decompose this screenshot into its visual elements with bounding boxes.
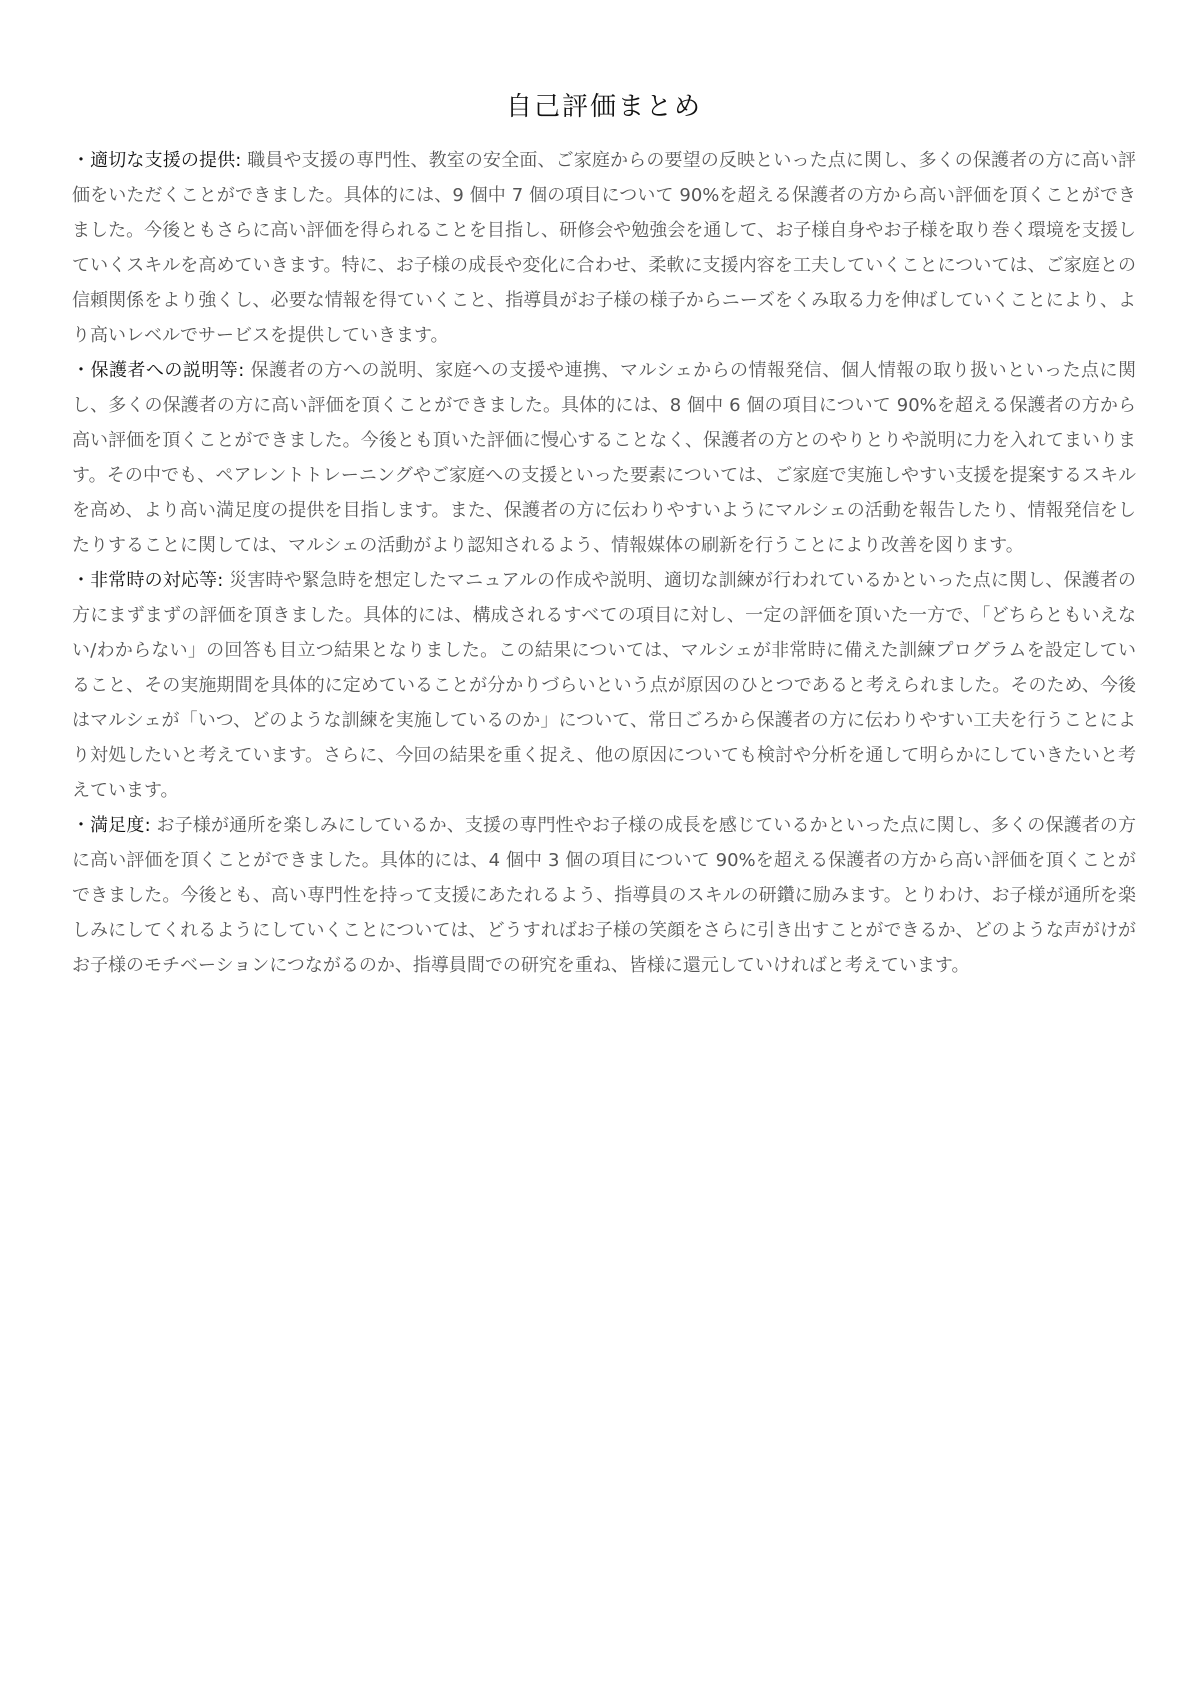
section-label: ・非常時の対応等 xyxy=(72,570,218,591)
section-separator: : xyxy=(217,570,230,591)
section-satisfaction xyxy=(72,808,1136,983)
section-appropriate-support xyxy=(72,143,1136,353)
section-emergency-response xyxy=(72,563,1136,808)
section-label: ・保護者への説明等 xyxy=(72,360,239,381)
section-body: 職員や支援の専門性、教室の安全面、ご家庭からの要望の反映といった点に関し、多くの保護者の方に高い評価をいただくことができました。具体的には、9 個中 7 個の項目について 90%を超える保護者の方から高い評価を頂くことができました。今後ともさらに高い評価を得られることを目指し、研修会や勉強会を通して、お子様自身やお子様を取り巻く環境を支援していくスキルを高めていきます。特に、お子様の成長や変化に合わせ、柔軟に支援内容を工夫していくことについては、ご家庭との信頼関係をより強くし、必要な情報を得ていくこと、指導員がお子様の様子からニーズをくみ取る力を伸ばしていくことにより、より高いレベルでサービスを提供していきます。 xyxy=(72,150,1137,346)
section-separator: : xyxy=(238,360,251,381)
section-guardian-explanation xyxy=(72,353,1136,563)
section-body: 保護者の方への説明、家庭への支援や連携、マルシェからの情報発信、個人情報の取り扱いといった点に関し、多くの保護者の方に高い評価を頂くことができました。具体的には、8 個中 6 個の項目について 90%を超える保護者の方から高い評価を頂くことができました。今後とも頂いた評価に慢心することなく、保護者の方とのやりとりや説明に力を入れてまいります。その中でも、ペアレントトレーニングやご家庭への支援といった要素については、ご家庭で実施しやすい支援を提案するスキルを高め、より高い満足度の提供を目指します。また、保護者の方に伝わりやすいようにマルシェの活動を報告したり、情報発信をしたりすることに関しては、マルシェの活動がより認知されるよう、情報媒体の刷新を行うことにより改善を図ります。 xyxy=(72,360,1136,556)
document-page xyxy=(72,86,1136,983)
section-label: ・満足度 xyxy=(72,815,145,836)
document-title: 自己評価まとめ xyxy=(505,92,702,122)
section-body: お子様が通所を楽しみにしているか、支援の専門性やお子様の成長を感じているかといった点に関し、多くの保護者の方に高い評価を頂くことができました。具体的には、4 個中 3 個の項目について 90%を超える保護者の方から高い評価を頂くことができました。今後とも、高い専門性を持って支援にあたれるよう、指導員のスキルの研鑽に励みます。とりわけ、お子様が通所を楽しみにしてくれるようにしていくことについては、どうすればお子様の笑顔をさらに引き出すことができるか、どのような声がけがお子様のモチベーションにつながるのか、指導員間での研究を重ね、皆様に還元していければと考えています。 xyxy=(72,815,1137,976)
section-separator: : xyxy=(235,150,248,171)
section-label: ・適切な支援の提供 xyxy=(72,150,236,171)
section-separator: : xyxy=(144,815,157,836)
section-body: 災害時や緊急時を想定したマニュアルの作成や説明、適切な訓練が行われているかといった点に関し、保護者の方にまずまずの評価を頂きました。具体的には、構成されるすべての項目に対し、一定の評価を頂いた一方で、「どちらともいえない/わからない」の回答も目立つ結果となりました。この結果については、マルシェが非常時に備えた訓練プログラムを設定していること、その実施期間を具体的に定めていることが分かりづらいという点が原因のひとつであると考えられました。そのため、今後はマルシェが「いつ、どのような訓練を実施しているのか」について、常日ごろから保護者の方に伝わりやすい工夫を行うことにより対処したいと考えています。さらに、今回の結果を重く捉え、他の原因についても検討や分析を通して明らかにしていきたいと考えています。 xyxy=(72,570,1136,801)
